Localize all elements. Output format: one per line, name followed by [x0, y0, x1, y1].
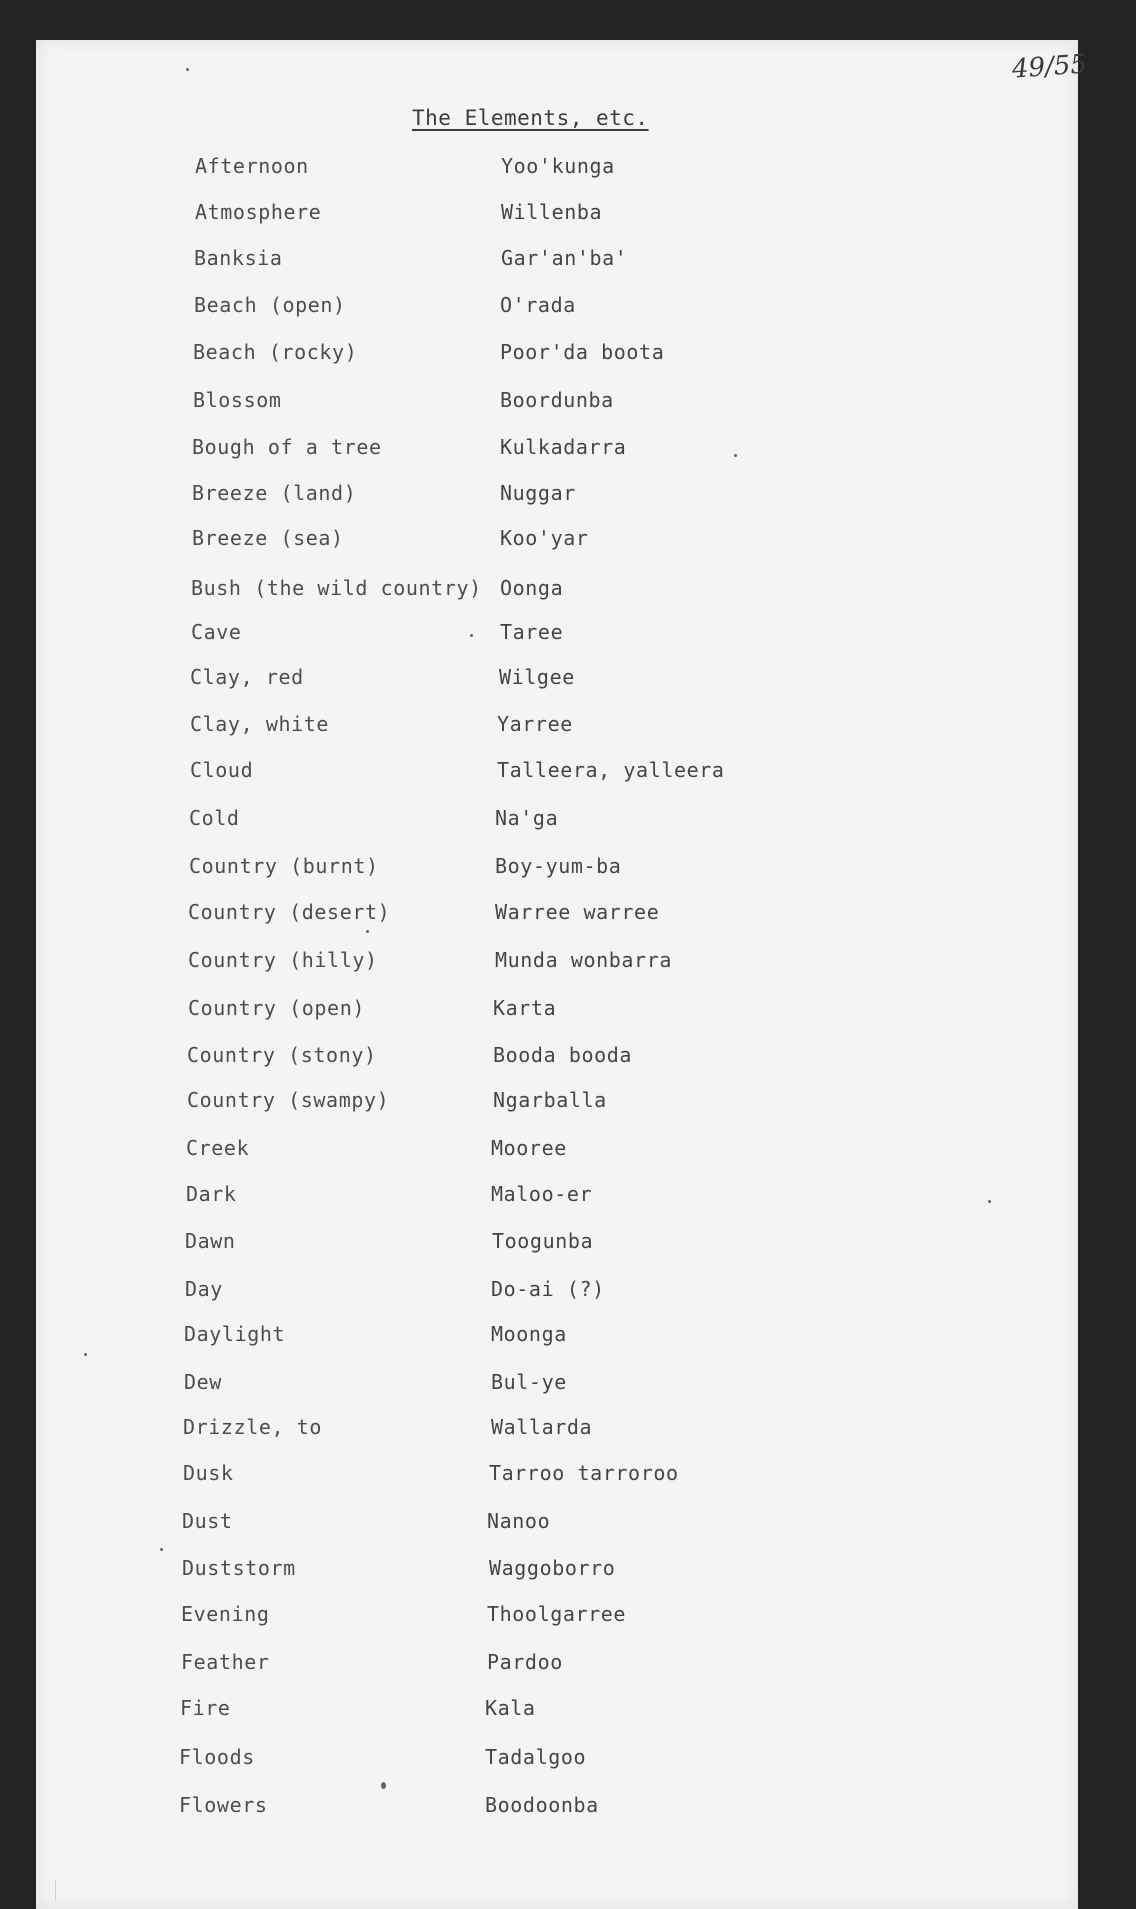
english-term: Clay, red	[190, 665, 304, 689]
english-term: Atmosphere	[195, 200, 322, 224]
english-term: Cloud	[190, 758, 254, 782]
page-number: 49/55	[1011, 49, 1088, 85]
aboriginal-translation: Kala	[485, 1696, 536, 1720]
aboriginal-translation: Tarroo tarroroo	[489, 1461, 679, 1485]
aboriginal-translation: Wallarda	[491, 1415, 593, 1439]
english-term: Flowers	[179, 1793, 268, 1817]
aboriginal-translation: Maloo-er	[491, 1182, 593, 1206]
english-term: Dark	[186, 1182, 237, 1206]
vocabulary-row	[0, 620, 1136, 650]
aboriginal-translation: Talleera, yalleera	[497, 758, 725, 782]
aboriginal-translation: Poor'da boota	[500, 340, 665, 364]
vocabulary-row	[0, 1043, 1136, 1073]
vocabulary-row	[0, 1088, 1136, 1118]
page-title-text: The Elements, etc.	[412, 106, 649, 130]
vocabulary-row	[0, 1650, 1136, 1680]
aboriginal-translation: Taree	[500, 620, 564, 644]
vocabulary-row	[0, 526, 1136, 556]
aboriginal-translation: Boodoonba	[485, 1793, 599, 1817]
english-term: Dust	[182, 1509, 233, 1533]
vocabulary-row	[0, 1182, 1136, 1212]
english-term: Fire	[180, 1696, 231, 1720]
vocabulary-row	[0, 200, 1136, 230]
english-term: Creek	[186, 1136, 250, 1160]
aboriginal-translation: Nanoo	[487, 1509, 551, 1533]
vocabulary-row	[0, 1229, 1136, 1259]
paper-speck	[366, 930, 369, 933]
vocabulary-row	[0, 948, 1136, 978]
aboriginal-translation: Toogunba	[492, 1229, 594, 1253]
english-term: Drizzle, to	[183, 1415, 323, 1439]
vocabulary-row	[0, 806, 1136, 836]
vocabulary-row	[0, 1602, 1136, 1632]
aboriginal-translation: Boy-yum-ba	[495, 854, 622, 878]
english-term: Country (open)	[188, 996, 365, 1020]
vocabulary-row	[0, 996, 1136, 1026]
aboriginal-translation: Mooree	[491, 1136, 567, 1160]
english-term: Beach (open)	[194, 293, 346, 317]
aboriginal-translation: Do-ai (?)	[491, 1277, 605, 1301]
english-term: Floods	[179, 1745, 255, 1769]
vocabulary-row	[0, 758, 1136, 788]
vocabulary-row	[0, 435, 1136, 465]
paper-speck	[84, 1353, 87, 1356]
english-term: Feather	[181, 1650, 270, 1674]
english-term: Dew	[184, 1370, 222, 1394]
vocabulary-row	[0, 1793, 1136, 1823]
aboriginal-translation: O'rada	[500, 293, 576, 317]
english-term: Afternoon	[195, 154, 309, 178]
english-term: Bush (the wild country)	[191, 576, 482, 600]
paper-edge-mark	[55, 1880, 70, 1900]
english-term: Country (desert)	[188, 900, 391, 924]
vocabulary-row	[0, 1745, 1136, 1775]
english-term: Banksia	[194, 246, 283, 270]
english-term: Day	[185, 1277, 223, 1301]
english-term: Blossom	[193, 388, 282, 412]
vocabulary-row	[0, 665, 1136, 695]
aboriginal-translation: Oonga	[500, 576, 564, 600]
aboriginal-translation: Wilgee	[499, 665, 575, 689]
aboriginal-translation: Yoo'kunga	[501, 154, 615, 178]
aboriginal-translation: Bul-ye	[491, 1370, 567, 1394]
vocabulary-row	[0, 1370, 1136, 1400]
aboriginal-translation: Gar'an'ba'	[501, 246, 628, 270]
aboriginal-translation: Thoolgarree	[487, 1602, 627, 1626]
vocabulary-row	[0, 576, 1136, 606]
aboriginal-translation: Kulkadarra	[500, 435, 627, 459]
aboriginal-translation: Munda wonbarra	[495, 948, 672, 972]
vocabulary-row	[0, 1136, 1136, 1166]
english-term: Breeze (land)	[192, 481, 357, 505]
aboriginal-translation: Ngarballa	[493, 1088, 607, 1112]
aboriginal-translation: Tadalgoo	[485, 1745, 587, 1769]
aboriginal-translation: Pardoo	[487, 1650, 563, 1674]
aboriginal-translation: Willenba	[501, 200, 603, 224]
vocabulary-row	[0, 481, 1136, 511]
aboriginal-translation: Booda booda	[493, 1043, 633, 1067]
vocabulary-row	[0, 293, 1136, 323]
aboriginal-translation: Yarree	[497, 712, 573, 736]
vocabulary-row	[0, 1322, 1136, 1352]
paper-speck	[988, 1200, 991, 1203]
aboriginal-translation: Waggoborro	[489, 1556, 616, 1580]
vocabulary-row	[0, 854, 1136, 884]
aboriginal-translation: Koo'yar	[500, 526, 589, 550]
paper-speck	[186, 68, 189, 71]
aboriginal-translation: Na'ga	[495, 806, 559, 830]
english-term: Country (hilly)	[188, 948, 378, 972]
paper-speck	[160, 1548, 163, 1551]
vocabulary-row	[0, 154, 1136, 184]
english-term: Daylight	[184, 1322, 286, 1346]
english-term: Evening	[181, 1602, 270, 1626]
english-term: Country (burnt)	[189, 854, 379, 878]
english-term: Cave	[191, 620, 242, 644]
aboriginal-translation: Nuggar	[500, 481, 576, 505]
vocabulary-row	[0, 1696, 1136, 1726]
vocabulary-row	[0, 246, 1136, 276]
english-term: Dawn	[185, 1229, 236, 1253]
english-term: Duststorm	[182, 1556, 296, 1580]
paper-speck	[381, 1782, 386, 1789]
english-term: Country (swampy)	[187, 1088, 390, 1112]
english-term: Dusk	[183, 1461, 234, 1485]
vocabulary-row	[0, 712, 1136, 742]
english-term: Country (stony)	[187, 1043, 377, 1067]
english-term: Beach (rocky)	[193, 340, 358, 364]
aboriginal-translation: Moonga	[491, 1322, 567, 1346]
english-term: Breeze (sea)	[192, 526, 344, 550]
vocabulary-row	[0, 388, 1136, 418]
english-term: Bough of a tree	[192, 435, 382, 459]
english-term: Clay, white	[190, 712, 330, 736]
vocabulary-row	[0, 900, 1136, 930]
english-term: Cold	[189, 806, 240, 830]
paper-speck	[734, 454, 737, 457]
vocabulary-row	[0, 1461, 1136, 1491]
vocabulary-row	[0, 1509, 1136, 1539]
aboriginal-translation: Karta	[493, 996, 557, 1020]
aboriginal-translation: Boordunba	[500, 388, 614, 412]
vocabulary-row	[0, 1277, 1136, 1307]
aboriginal-translation: Warree warree	[495, 900, 660, 924]
vocabulary-row	[0, 1415, 1136, 1445]
paper-speck	[470, 634, 473, 637]
vocabulary-row	[0, 1556, 1136, 1586]
vocabulary-row	[0, 340, 1136, 370]
